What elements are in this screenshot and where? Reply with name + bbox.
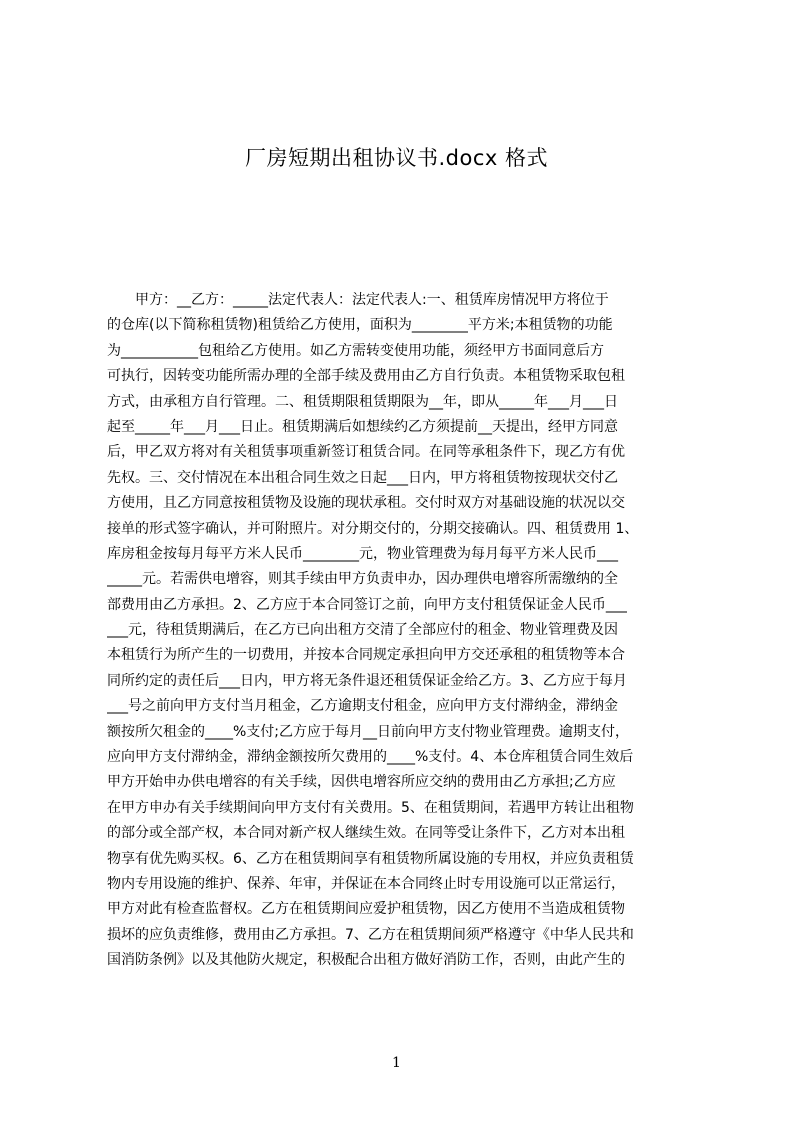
document-title: 厂房短期出租协议书.docx 格式 [244,146,548,170]
body-text-line: 甲方对此有检查监督权。乙方在租赁期间应爱护租赁物，因乙方使用不当造成租赁物 [107,901,625,918]
body-text-line: 部费用由乙方承担。2、乙方应于本合同签订之前，向甲方支付租赁保证金人民币___ [107,596,627,613]
body-text-line: ___号之前向甲方支付当月租金，乙方逾期支付租金，应向甲方支付滞纳金，滞纳金 [107,698,618,715]
body-text-line: 起至_____年___月___日止。租赁期满后如想续约乙方须提前__天提出，经甲方同意 [107,418,618,435]
body-text-line: 物享有优先购买权。6、乙方在租赁期间享有租赁物所属设施的专用权，并应负责租赁 [107,850,634,867]
body-text-line: 在甲方申办有关手续期间向甲方支付有关费用。5、在租赁期间，若遇甲方转让出租物 [107,799,634,816]
body-text-line: 的仓库(以下简称租赁物)租赁给乙方使用，面积为________平方米;本租赁物的功能 [107,317,613,334]
body-text-line: 方使用，且乙方同意按租赁物及设施的现状承租。交付时双方对基础设施的状况以交 [107,495,625,512]
body-text-line: 甲方：__乙方：_____法定代表人：法定代表人:一、租赁库房情况甲方将位于 [107,292,609,308]
body-text-line: 本租赁行为所产生的一切费用，并按本合同规定承担向甲方交还承租的租赁物等本合 [107,647,625,664]
body-text-line: 损坏的应负责维修，费用由乙方承担。7、乙方在租赁期间须严格遵守《中华人民共和 [107,926,634,943]
body-text-line: 可执行，因转变功能所需办理的全部手续及费用由乙方自行负责。本租赁物采取包租 [107,368,625,385]
body-text-line: ___元，待租赁期满后，在乙方已向出租方交清了全部应付的租金、物业管理费及因 [107,622,618,639]
body-text-line: 接单的形式签字确认，并可附照片。对分期交付的，分期交接确认。四、租赁费用 1、 [107,520,639,537]
body-text-line: 方式，由承租方自行管理。二、租赁期限租赁期限为__年，即从_____年___月___日 [107,393,618,410]
body-text-line: 先权。三、交付情况在本出租合同生效之日起___日内，甲方将租赁物按现状交付乙 [107,469,618,486]
body-text-line: 物内专用设施的维护、保养、年审，并保证在本合同终止时专用设施可以正常运行， [107,875,625,892]
body-text-line: 的部分或全部产权，本合同对新产权人继续生效。在同等受让条件下，乙方对本出租 [107,825,625,842]
body-text-line: 国消防条例》以及其他防火规定，积极配合出租方做好消防工作，否则，由此产生的 [107,952,625,969]
body-text-line: 同所约定的责任后___日内，甲方将无条件退还租赁保证金给乙方。3、乙方应于每月 [107,672,627,689]
page-number: 1 [392,1055,401,1071]
body-text-line: 后，甲乙双方将对有关租赁事项重新签订租赁合同。在同等承租条件下，现乙方有优 [107,444,625,461]
document-body [107,288,697,974]
body-text-line: 额按所欠租金的____%支付;乙方应于每月__日前向甲方支付物业管理费。逾期支付， [107,723,630,740]
body-text-line: 应向甲方支付滞纳金，滞纳金额按所欠费用的____%支付。4、本仓库租赁合同生效后 [107,749,634,766]
body-text-line: 库房租金按每月每平方米人民币________元，物业管理费为每月每平方米人民币___ [107,545,618,562]
body-text-line: _____元。若需供电增容，则其手续由甲方负责申办，因办理供电增容所需缴纳的全 [107,571,618,588]
body-text-line: 甲方开始申办供电增容的有关手续，因供电增容所应交纳的费用由乙方承担;乙方应 [107,774,616,791]
body-text-line: 为___________包租给乙方使用。如乙方需转变使用功能，须经甲方书面同意后方 [107,342,604,359]
